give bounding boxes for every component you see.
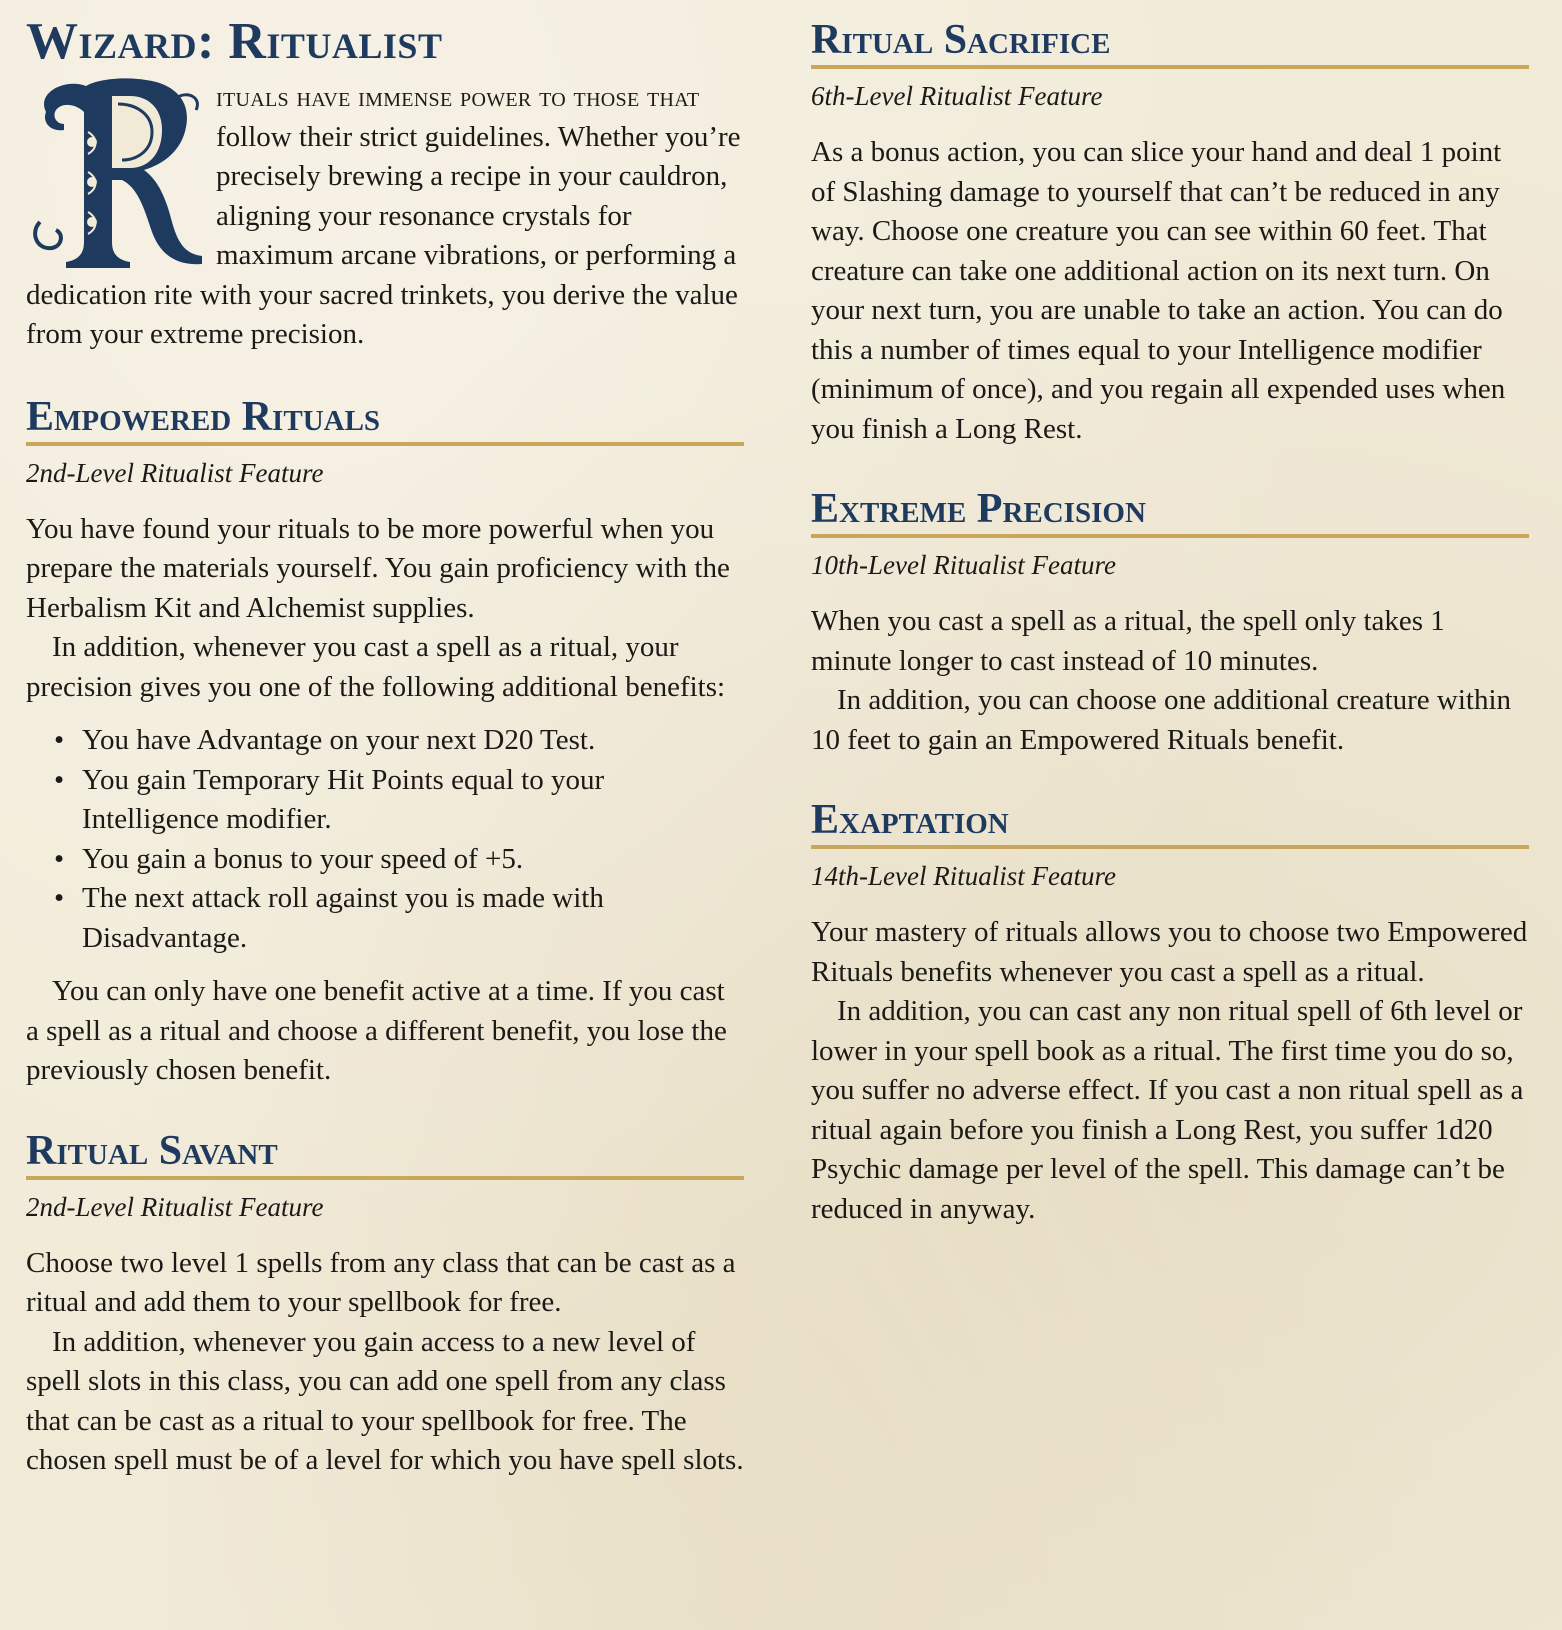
bullet-icon: •	[54, 763, 65, 796]
sacrifice-paragraph-1: As a bonus action, you can slice your hand and deal 1 point of Slashing damage to yourself that can’t be reduced in any way. Choose one creature you can see within 60 feet. That creature can take one additional action on its next turn. On your next turn, you are unable to take an action. You can do this a number of times equal to your Intelligence modifier (minimum of once), and you regain all expended uses when you finish a Long Rest.	[811, 136, 1506, 445]
section-extreme-precision	[811, 487, 1529, 760]
exaptation-paragraph-1: Your mastery of rituals allows you to choose two Empowered Rituals benefits whenever you cast a spell as a ritual.	[811, 916, 1528, 988]
exaptation-paragraph-2: In addition, you can cast any non ritual spell of 6th level or lower in your spell book as a ritual. The first time you do so, you suffer no adverse effect. If you cast a non ritual spell as a ritual again before you finish a Long Rest, you suffer 1d20 Psychic damage per level of the spell. This damage can’t be reduced in anyway.	[811, 995, 1524, 1225]
precision-paragraph-1: When you cast a spell as a ritual, the spell only takes 1 minute longer to cast instead of 10 minutes.	[811, 605, 1445, 677]
empowered-paragraph-1: You have found your rituals to be more powerful when you prepare the materials yourself. You gain proficiency with the Herbalism Kit and Alchemist supplies.	[26, 512, 730, 624]
savant-paragraph-1: Choose two level 1 spells from any class that can be cast as a ritual and add them to your spellbook for free.	[26, 1246, 736, 1318]
intro-body-text: follow their strict guidelines. Whether you’re precisely brewing a recipe in your cauldron, aligning your resonance crystals for maximum arcane vibrations, or performing a dedication rite with your sacred trinkets, you derive the value from your extreme precision.	[26, 120, 741, 350]
bullet-icon: •	[54, 724, 65, 756]
heading-extreme-precision: Extreme Precision	[811, 487, 1529, 538]
heading-ritual-savant: Ritual Savant	[26, 1129, 744, 1180]
savant-paragraph-2: In addition, whenever you gain access to a new level of spell slots in this class, you can add one spell from any class that can be cast as a ritual to your spellbook for free. The chosen spell must be of a level for which you have spell slots.	[26, 1325, 744, 1476]
bullet-icon: •	[54, 842, 65, 875]
list-item: • You have Advantage on your next D20 Test.	[54, 721, 744, 761]
drop-cap-r-icon	[26, 72, 204, 272]
empowered-paragraph-2: In addition, whenever you cast a spell as a ritual, your precision gives you one of the following additional benefits:	[26, 631, 726, 703]
list-item: • The next attack roll against you is made with Disadvantage.	[54, 879, 744, 958]
benefits-list	[26, 721, 744, 958]
list-item: • You gain a bonus to your speed of +5.	[54, 840, 744, 880]
section-ritual-sacrifice	[811, 18, 1529, 449]
feature-level-empowered-rituals: 2nd-Level Ritualist Feature	[26, 457, 324, 488]
section-ritual-savant	[26, 1129, 744, 1481]
intro-paragraph	[26, 78, 744, 355]
right-column	[811, 0, 1529, 1229]
precision-paragraph-2: In addition, you can choose one additional creature within 10 feet to gain an Empowered Rituals benefit.	[811, 684, 1512, 756]
heading-empowered-rituals: Empowered Rituals	[26, 395, 744, 446]
heading-ritual-sacrifice: Ritual Sacrifice	[811, 18, 1529, 69]
section-exaptation	[811, 798, 1529, 1229]
feature-level-extreme-precision: 10th-Level Ritualist Feature	[811, 550, 1116, 580]
intro-lead-text: ituals have immense power to those that	[216, 81, 700, 113]
section-empowered-rituals	[26, 395, 744, 1091]
bullet-icon: •	[54, 882, 65, 914]
empowered-paragraph-3: You can only have one benefit active at a time. If you cast a spell as a ritual and choose a different benefit, you lose the previously chosen benefit.	[26, 975, 727, 1086]
page-title: Wizard: Ritualist	[26, 13, 443, 70]
feature-level-ritual-savant: 2nd-Level Ritualist Feature	[26, 1191, 324, 1222]
feature-level-ritual-sacrifice: 6th-Level Ritualist Feature	[811, 81, 1103, 111]
list-item: • You gain Temporary Hit Points equal to your Intelligence modifier.	[54, 761, 744, 840]
left-column	[26, 0, 744, 1481]
heading-exaptation: Exaptation	[811, 798, 1529, 849]
feature-level-exaptation: 14th-Level Ritualist Feature	[811, 861, 1116, 891]
